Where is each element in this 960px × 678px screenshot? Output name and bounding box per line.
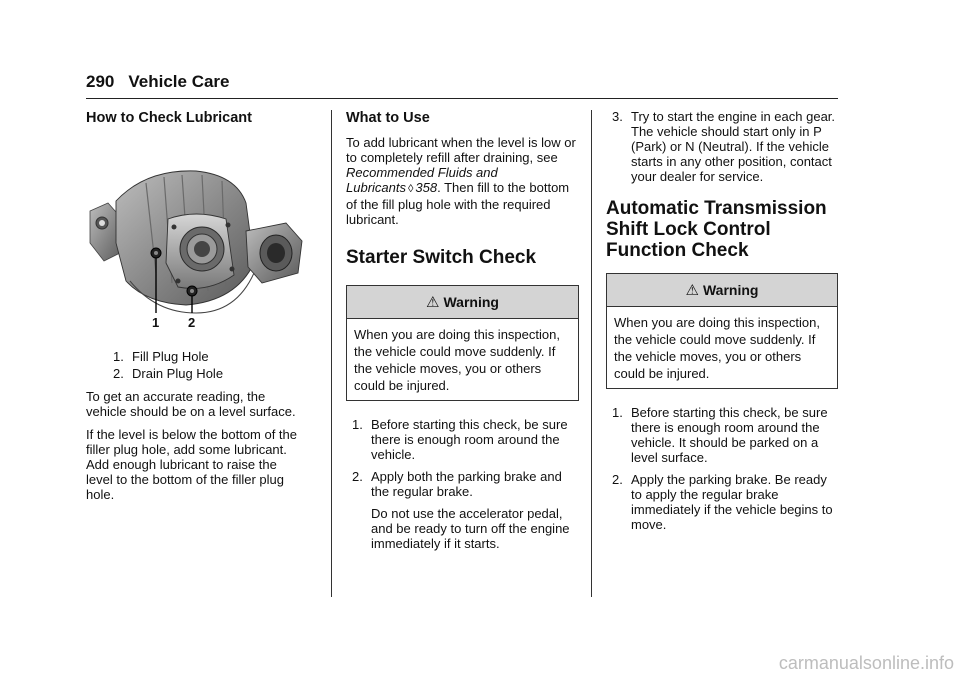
legend-text: Drain Plug Hole: [132, 366, 224, 381]
crossref-page[interactable]: 358: [415, 180, 438, 195]
warning-title: Warning: [443, 294, 499, 310]
text: To add lubricant when the level is low or to completely refill after draining, see: [346, 135, 576, 165]
heading-check-lubricant: How to Check Lubricant: [86, 110, 252, 126]
step-text: Before starting this check, be sure there is enough room around the vehicle.: [371, 417, 568, 462]
heading-line: Function Check: [606, 240, 749, 261]
paragraph: If the level is below the bottom of the filler plug hole, add some lubricant. Add enough lubricant to raise the level to the bottom of the filler plug hole.: [86, 427, 298, 502]
text: . Then fill to the bottom of the fill plug hole with the required lubricant.: [346, 180, 570, 227]
steps-list: [346, 417, 579, 551]
steps-list: [606, 405, 838, 532]
list-item: [352, 469, 579, 499]
column-2: [346, 109, 579, 559]
list-item: [612, 472, 838, 532]
warning-icon: ⚠: [685, 282, 699, 299]
list-item: [612, 405, 838, 465]
step-num: 2.: [352, 469, 363, 484]
step-num: 3.: [612, 109, 623, 124]
heading-line: Automatic Transmission: [606, 198, 827, 219]
differential-drawing: [86, 163, 306, 333]
heading-starter-switch: Starter Switch Check: [346, 247, 537, 268]
page-ref-icon: ◊: [407, 183, 414, 195]
heading-line: Shift Lock Control: [606, 219, 771, 240]
warning-title: Warning: [702, 282, 759, 298]
step-note: Do not use the accelerator pedal, and be ready to turn off the engine immediately if it starts.: [371, 506, 570, 551]
warning-box: [606, 273, 838, 389]
warning-header: [347, 286, 578, 319]
figure-legend: [113, 349, 306, 381]
callout-1: 1: [152, 315, 160, 330]
warning-icon: ⚠: [426, 294, 440, 311]
list-item: [612, 109, 838, 184]
heading-what-to-use: What to Use: [346, 110, 430, 126]
crossref-link[interactable]: Recommended Fluids and Lubricants: [346, 165, 498, 195]
page-number: 290: [86, 72, 115, 91]
step-num: 2.: [612, 472, 623, 487]
watermark: carmanualsonline.info: [778, 653, 954, 673]
step-num: 1.: [612, 405, 623, 420]
step-text: Before starting this check, be sure there is enough room around the vehicle. It should be parked on a level surface.: [631, 405, 828, 465]
column-divider: [591, 110, 592, 597]
warning-header: [607, 274, 837, 307]
differential-illustration: [86, 163, 306, 333]
step-num: 1.: [352, 417, 363, 432]
paragraph: To get an accurate reading, the vehicle should be on a level surface.: [86, 389, 296, 419]
section-title: Vehicle Care: [128, 72, 230, 91]
column-3: [606, 109, 838, 539]
legend-num: 2.: [113, 366, 124, 381]
column-divider: [331, 110, 332, 597]
step-text: Try to start the engine in each gear. The vehicle should start only in P (Park) or N (Neutral). If the vehicle starts in any other position, contact your dealer for service.: [631, 109, 836, 184]
legend-item: [113, 349, 306, 364]
column-1: [86, 109, 306, 510]
callout-2: 2: [188, 315, 196, 330]
page-header: [86, 72, 838, 99]
step-text: Apply both the parking brake and the regular brake.: [371, 469, 562, 499]
legend-text: Fill Plug Hole: [132, 349, 209, 364]
legend-num: 1.: [113, 349, 124, 364]
warning-box: [346, 285, 579, 401]
paragraph-what-to-use: [346, 135, 579, 227]
step-text: Apply the parking brake. Be ready to apply the regular brake immediately if the vehicle begins to move.: [631, 472, 833, 532]
list-item: [352, 417, 579, 462]
warning-text: When you are doing this inspection, the vehicle could move suddenly. If the vehicle moves, you or others could be injured.: [614, 315, 820, 381]
legend-item: [113, 366, 306, 381]
warning-text: When you are doing this inspection, the vehicle could move suddenly. If the vehicle moves, you or others could be injured.: [354, 327, 560, 393]
heading-shift-lock: [606, 198, 838, 261]
